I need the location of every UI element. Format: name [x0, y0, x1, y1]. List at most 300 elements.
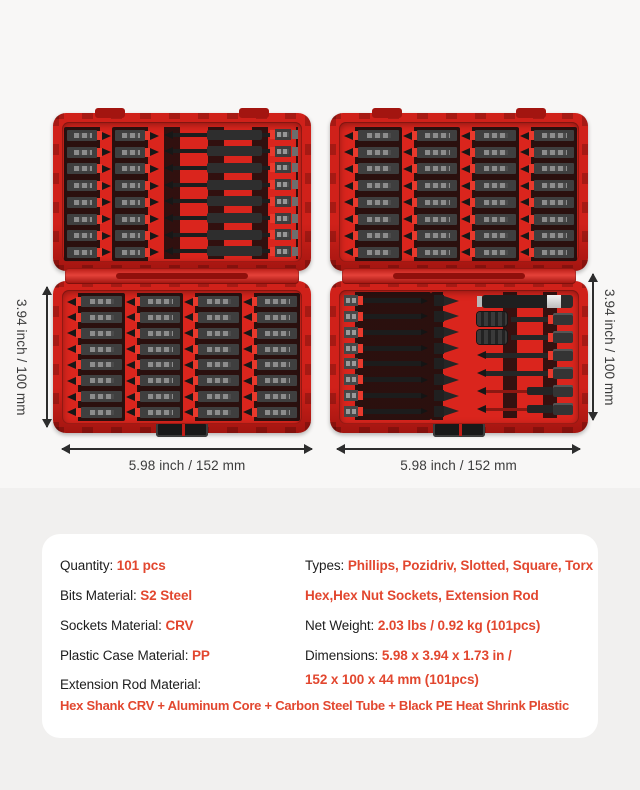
- screwdriver-bit: [243, 296, 298, 307]
- bit-body: [67, 197, 97, 208]
- bit-tip: [67, 408, 76, 416]
- screwdriver-bit: [67, 328, 122, 339]
- accessory-row: [477, 384, 573, 398]
- bit-end: [292, 214, 298, 223]
- bit-tip: [477, 387, 486, 395]
- bit-collar: [135, 313, 140, 322]
- bit-collar: [252, 360, 257, 369]
- long-screwdriver-bit: [164, 213, 298, 224]
- bit-tip: [126, 329, 135, 337]
- bit-tip: [126, 298, 135, 306]
- bit-tip: [461, 232, 470, 240]
- nut-shaft: [486, 371, 548, 376]
- screwdriver-bit: [67, 344, 122, 355]
- bit-tip: [421, 345, 428, 351]
- bit-hex-shank: [275, 229, 291, 240]
- bit-cone-tip: [444, 343, 459, 353]
- bit-tip: [102, 232, 111, 240]
- screwdriver-bit: [403, 214, 458, 225]
- bit-tip: [421, 393, 428, 399]
- bit-tip: [164, 164, 173, 172]
- left-height-arrow: [46, 287, 48, 427]
- right-width-label: 5.98 inch / 152 mm: [400, 458, 517, 473]
- bit-column: [64, 127, 114, 261]
- screwdriver-bit: [115, 163, 159, 174]
- bit-collar: [412, 181, 417, 190]
- screwdriver-bit: [67, 407, 122, 418]
- bit-tip: [126, 345, 135, 353]
- bit-end: [292, 230, 298, 239]
- screwdriver-bit: [403, 197, 458, 208]
- bit-tip: [164, 197, 173, 205]
- bit-body: [198, 296, 239, 307]
- bit-cone-tip: [444, 391, 459, 401]
- spec-row: [305, 648, 512, 663]
- bit-hex-head: [344, 311, 358, 322]
- bit-tip: [184, 329, 193, 337]
- cone-bit-column: [431, 292, 479, 420]
- bit-tip: [150, 215, 159, 223]
- long-screwdriver-bit: [164, 179, 298, 190]
- bit-body: [257, 296, 298, 307]
- screwdriver-bit: [243, 407, 298, 418]
- bit-tip: [150, 182, 159, 190]
- bit-tip: [461, 198, 470, 206]
- bit-collar: [529, 148, 534, 157]
- bit-tip: [421, 329, 428, 335]
- bit-body: [81, 375, 122, 386]
- bit-tip: [150, 148, 159, 156]
- screwdriver-bit: [403, 130, 458, 141]
- extension-rod: [477, 295, 573, 308]
- bit-end: [292, 163, 298, 172]
- driver-shaft: [486, 408, 527, 411]
- bit-body: [475, 247, 516, 258]
- spec-row: [60, 558, 166, 573]
- spec-row: [305, 618, 540, 633]
- screwdriver-bit: [461, 197, 516, 208]
- bit-collar: [252, 408, 257, 417]
- spec-row: [60, 618, 193, 633]
- bit-tip: [344, 215, 353, 223]
- medium-bit: [344, 358, 428, 369]
- bit-column: [112, 127, 162, 261]
- bit-tip: [421, 298, 428, 304]
- bit-collar: [412, 215, 417, 224]
- accessory-row: [477, 294, 573, 308]
- bit-tip: [421, 377, 428, 383]
- bit-body: [358, 147, 399, 158]
- case-latch: [156, 422, 208, 437]
- countersink-bit: [434, 311, 476, 322]
- screwdriver-bit: [344, 230, 399, 241]
- bit-body: [534, 197, 575, 208]
- bit-tip: [520, 132, 529, 140]
- bit-shaft: [363, 330, 421, 335]
- bit-tip: [243, 408, 252, 416]
- bit-hex-head: [344, 374, 358, 385]
- spec-label: Quantity:: [60, 558, 117, 573]
- bit-collar: [252, 345, 257, 354]
- bit-tip: [150, 198, 159, 206]
- spec-value: 2.03 lbs / 0.92 kg (101pcs): [377, 618, 541, 633]
- bit-body: [115, 130, 145, 141]
- countersink-bit: [434, 406, 476, 417]
- spec-label: Types:: [305, 558, 348, 573]
- bit-body: [198, 328, 239, 339]
- screwdriver-bit: [67, 247, 111, 258]
- bit-body: [417, 147, 458, 158]
- nut-driver: [511, 313, 573, 325]
- nut-socket: [553, 367, 573, 379]
- long-screwdriver-bit: [164, 129, 298, 140]
- bit-collar: [135, 408, 140, 417]
- bit-body: [115, 214, 145, 225]
- screwdriver-bit: [126, 375, 181, 386]
- spec-label: Net Weight:: [305, 618, 378, 633]
- screwdriver-bit: [67, 296, 122, 307]
- bit-tip: [102, 165, 111, 173]
- rod-cap: [561, 295, 573, 308]
- bit-body: [257, 359, 298, 370]
- bit-body: [534, 247, 575, 258]
- screwdriver-bit: [67, 163, 111, 174]
- bit-tip: [184, 377, 193, 385]
- screwdriver-bit: [520, 180, 575, 191]
- bit-tip: [102, 132, 111, 140]
- bit-tip: [461, 182, 470, 190]
- bit-shaft: [363, 314, 421, 319]
- bit-tip: [67, 361, 76, 369]
- bit-body: [140, 312, 181, 323]
- screwdriver-bit: [520, 147, 575, 158]
- bit-tip: [344, 182, 353, 190]
- bit-end: [292, 147, 298, 156]
- accessory-area: [477, 292, 573, 418]
- bit-hex-shank: [275, 179, 291, 190]
- bit-tip: [403, 148, 412, 156]
- bit-hex-shank: [275, 146, 291, 157]
- bit-tip: [102, 198, 111, 206]
- bit-collar: [135, 360, 140, 369]
- bit-body: [534, 163, 575, 174]
- bit-collar: [412, 164, 417, 173]
- bit-tip: [243, 313, 252, 321]
- bit-tip: [421, 313, 428, 319]
- nut-driver: [477, 349, 573, 361]
- bit-shaft: [173, 183, 270, 187]
- screwdriver-bit: [67, 359, 122, 370]
- bit-collar: [135, 376, 140, 385]
- driver-sleeve: [527, 387, 553, 395]
- bit-cone-tip: [444, 406, 459, 416]
- red-shaft-driver: [477, 385, 573, 397]
- screwdriver-bit: [344, 130, 399, 141]
- bit-body: [140, 359, 181, 370]
- screwdriver-bit: [344, 180, 399, 191]
- driver-sleeve: [527, 405, 553, 413]
- bit-base: [434, 374, 444, 385]
- spec-value: 5.98 x 3.94 x 1.73 in /: [381, 648, 512, 663]
- accessory-row: [477, 330, 573, 344]
- rod-silver-collar: [547, 295, 561, 308]
- bit-body: [115, 247, 145, 258]
- bit-tip: [164, 131, 173, 139]
- screwdriver-bit: [126, 344, 181, 355]
- bit-body: [67, 214, 97, 225]
- nut-socket: [553, 331, 573, 343]
- socket-adapter: [477, 312, 507, 326]
- spec-row: [305, 672, 479, 687]
- bit-cone-tip: [444, 311, 459, 321]
- bit-end: [292, 247, 298, 256]
- bit-tip: [184, 408, 193, 416]
- spec-value: PP: [192, 648, 210, 663]
- spec-label: Bits Material:: [60, 588, 141, 603]
- spec-row: [60, 648, 210, 663]
- bit-tip: [243, 393, 252, 401]
- bit-collar: [412, 131, 417, 140]
- case-base: [330, 281, 588, 433]
- bit-body: [140, 391, 181, 402]
- bit-column: [64, 293, 125, 421]
- bit-collar: [529, 181, 534, 190]
- case-tab: [95, 108, 125, 118]
- screwdriver-bit: [461, 214, 516, 225]
- bit-tip: [67, 298, 76, 306]
- case-lid: [330, 113, 588, 271]
- bit-body: [140, 407, 181, 418]
- nut-socket: [553, 349, 573, 361]
- bit-tip: [403, 215, 412, 223]
- bit-tip: [403, 232, 412, 240]
- bit-base: [434, 358, 444, 369]
- bit-hex-shank: [275, 213, 291, 224]
- left-height-label: 3.94 inch / 100 mm: [14, 298, 29, 416]
- bit-tip: [403, 132, 412, 140]
- case-tab: [239, 108, 269, 118]
- bit-tip: [461, 165, 470, 173]
- red-shaft-driver: [477, 403, 573, 415]
- screwdriver-bit: [344, 197, 399, 208]
- right-bit-case: [330, 113, 588, 433]
- bit-collar: [135, 345, 140, 354]
- bit-tip: [461, 148, 470, 156]
- bit-shaft: [173, 149, 270, 153]
- medium-bit: [344, 406, 428, 417]
- bit-tip: [102, 182, 111, 190]
- bit-tip: [403, 248, 412, 256]
- bit-hex-shank: [275, 246, 291, 257]
- bit-tip: [126, 393, 135, 401]
- medium-bit: [344, 327, 428, 338]
- bit-body: [81, 296, 122, 307]
- bit-collar: [135, 329, 140, 338]
- bit-column: [400, 127, 461, 261]
- screwdriver-bit: [520, 214, 575, 225]
- bit-body: [81, 359, 122, 370]
- bit-tip: [243, 377, 252, 385]
- bit-shaft: [173, 233, 270, 237]
- bit-shaft: [363, 377, 421, 382]
- bit-body: [257, 391, 298, 402]
- screwdriver-bit: [126, 407, 181, 418]
- bit-base: [434, 406, 444, 417]
- bit-body: [534, 230, 575, 241]
- screwdriver-bit: [115, 130, 159, 141]
- screwdriver-bit: [67, 197, 111, 208]
- bit-body: [417, 214, 458, 225]
- bit-body: [198, 407, 239, 418]
- bit-body: [417, 130, 458, 141]
- bit-tip: [344, 132, 353, 140]
- bit-body: [140, 296, 181, 307]
- bit-body: [67, 247, 97, 258]
- screwdriver-bit: [461, 247, 516, 258]
- bit-body: [534, 180, 575, 191]
- bit-body: [115, 180, 145, 191]
- left-bit-case: [53, 113, 311, 433]
- long-screwdriver-bit: [164, 146, 298, 157]
- screwdriver-bit: [461, 130, 516, 141]
- bit-collar: [252, 313, 257, 322]
- bit-hex-head: [344, 390, 358, 401]
- bit-body: [417, 247, 458, 258]
- bit-column: [240, 293, 301, 421]
- bit-tip: [184, 313, 193, 321]
- bit-shaft: [173, 133, 270, 137]
- bit-tip: [520, 182, 529, 190]
- bit-tip: [243, 329, 252, 337]
- countersink-bit: [434, 295, 476, 306]
- screwdriver-bit: [126, 296, 181, 307]
- bit-collar: [252, 329, 257, 338]
- extension-rod-material-value: Hex Shank CRV + Aluminum Core + Carbon Steel Tube + Black PE Heat Shrink Plastic: [60, 698, 569, 713]
- bit-tip: [184, 345, 193, 353]
- bit-tip: [150, 232, 159, 240]
- screwdriver-bit: [461, 147, 516, 158]
- bit-tip: [344, 232, 353, 240]
- screwdriver-bit: [67, 180, 111, 191]
- bit-body: [358, 230, 399, 241]
- bit-body: [417, 197, 458, 208]
- bit-body: [140, 344, 181, 355]
- screwdriver-bit: [115, 180, 159, 191]
- bit-body: [257, 407, 298, 418]
- screwdriver-bit: [243, 328, 298, 339]
- countersink-bit: [434, 390, 476, 401]
- screwdriver-bit: [243, 359, 298, 370]
- long-screwdriver-bit: [164, 196, 298, 207]
- bit-body: [198, 391, 239, 402]
- bit-tip: [344, 165, 353, 173]
- bit-tip: [126, 313, 135, 321]
- bit-hex-head: [344, 358, 358, 369]
- bit-base: [434, 390, 444, 401]
- bit-tip: [520, 165, 529, 173]
- bit-tip: [344, 198, 353, 206]
- screwdriver-bit: [403, 180, 458, 191]
- bit-tip: [150, 132, 159, 140]
- bit-end: [292, 180, 298, 189]
- bit-collar: [412, 198, 417, 207]
- accessory-row: [477, 402, 573, 416]
- bit-body: [417, 163, 458, 174]
- bit-body: [81, 391, 122, 402]
- bit-body: [475, 214, 516, 225]
- bit-tip: [126, 377, 135, 385]
- socket-adapter: [477, 330, 507, 344]
- nut-socket: [553, 385, 573, 397]
- bit-body: [81, 407, 122, 418]
- bit-shaft: [363, 409, 421, 414]
- screwdriver-bit: [184, 312, 239, 323]
- bit-hex-shank: [275, 129, 291, 140]
- bit-collar: [529, 131, 534, 140]
- bit-hex-shank: [275, 196, 291, 207]
- bit-body: [67, 147, 97, 158]
- bit-tip: [520, 248, 529, 256]
- screwdriver-bit: [184, 375, 239, 386]
- bit-shaft: [173, 166, 270, 170]
- bit-collar: [252, 392, 257, 401]
- bit-body: [81, 312, 122, 323]
- bit-cone-tip: [444, 327, 459, 337]
- screwdriver-bit: [115, 214, 159, 225]
- bit-body: [257, 375, 298, 386]
- bit-tip: [164, 247, 173, 255]
- bit-tip: [102, 148, 111, 156]
- spec-value: Hex,Hex Nut Sockets, Extension Rod: [305, 588, 539, 603]
- screwdriver-bit: [67, 375, 122, 386]
- bit-tip: [477, 351, 486, 359]
- countersink-bit: [434, 343, 476, 354]
- left-width-label: 5.98 inch / 152 mm: [128, 458, 246, 473]
- screwdriver-bit: [67, 130, 111, 141]
- screwdriver-bit: [184, 328, 239, 339]
- bit-base: [434, 295, 444, 306]
- bit-body: [358, 180, 399, 191]
- screwdriver-bit: [184, 407, 239, 418]
- screwdriver-bit: [67, 391, 122, 402]
- bit-tip: [67, 393, 76, 401]
- case-hinge: [342, 268, 576, 284]
- right-height-arrow: [592, 274, 594, 420]
- bit-body: [67, 163, 97, 174]
- bit-body: [115, 147, 145, 158]
- bit-collar: [135, 297, 140, 306]
- screwdriver-bit: [115, 147, 159, 158]
- spec-value: 101 pcs: [116, 558, 166, 573]
- screwdriver-bit: [126, 391, 181, 402]
- accessory-row: [477, 348, 573, 362]
- bit-tip: [67, 313, 76, 321]
- spec-row: [305, 588, 539, 603]
- bit-shaft: [363, 298, 421, 303]
- bit-tip: [67, 377, 76, 385]
- screwdriver-bit: [243, 312, 298, 323]
- bit-collar: [529, 164, 534, 173]
- bit-tip: [421, 408, 428, 414]
- bit-body: [198, 375, 239, 386]
- bit-column: [458, 127, 519, 261]
- screwdriver-bit: [67, 230, 111, 241]
- screwdriver-bit: [344, 163, 399, 174]
- bit-tip: [184, 298, 193, 306]
- right-width-arrow: [337, 448, 580, 450]
- screwdriver-bit: [115, 230, 159, 241]
- bit-body: [475, 163, 516, 174]
